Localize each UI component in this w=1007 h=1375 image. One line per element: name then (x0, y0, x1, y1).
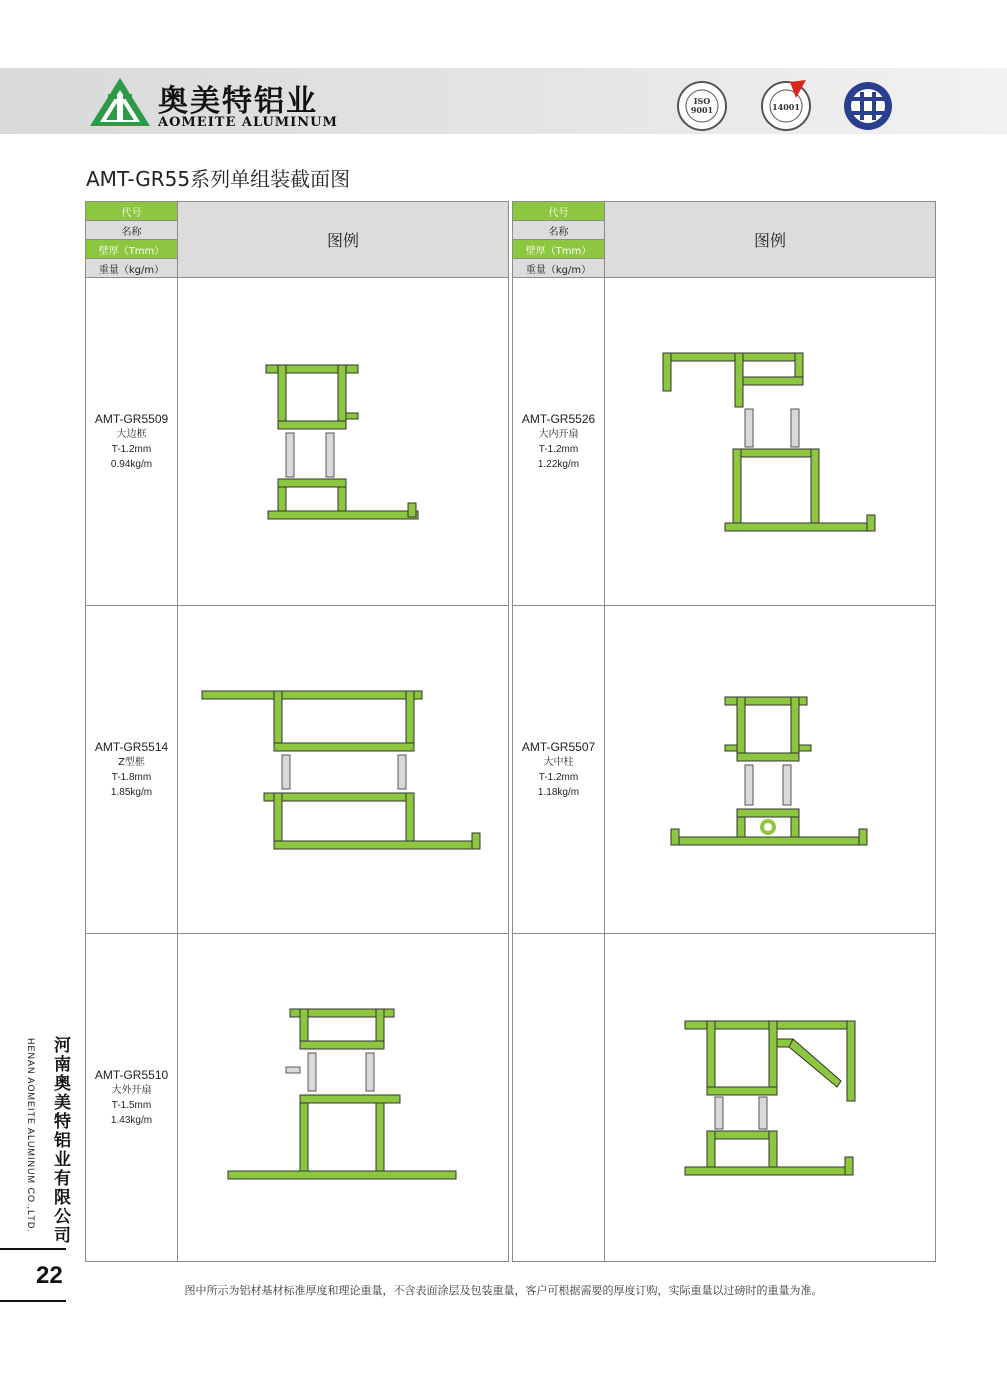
profile-section-drawing (178, 935, 508, 1261)
profile-section-drawing (178, 607, 508, 933)
profile-code: AMT-GR5510 (94, 1067, 169, 1082)
aomeite-logo-icon (88, 76, 152, 128)
page-number: 22 (36, 1262, 63, 1289)
profile-thickness: T-1.2mm (538, 771, 579, 783)
profile-thickness: T-1.2mm (538, 443, 579, 455)
header-code: 代号 (86, 202, 178, 221)
page-title: AMT-GR55系列单组装截面图 (86, 167, 351, 191)
profile-code: AMT-GR5509 (94, 411, 169, 426)
profile-figure (178, 278, 509, 606)
profile-figure (605, 278, 936, 606)
profile-figure (178, 934, 509, 1262)
profile-weight: 1.43kg/m (110, 1114, 153, 1126)
profile-name: 大中柱 (543, 756, 574, 768)
profile-figure (605, 606, 936, 934)
table-row (513, 278, 936, 606)
profile-code: AMT-GR5514 (94, 739, 169, 754)
profile-section-drawing (605, 279, 935, 605)
header-thickness: 壁厚（Tmm） (513, 240, 605, 259)
side-company-name-cn: 河南奥美特铝业有限公司 (50, 1036, 70, 1245)
profile-figure (605, 934, 936, 1262)
profile-info (86, 606, 178, 934)
profile-section-drawing (605, 935, 935, 1261)
header-name: 名称 (513, 221, 605, 240)
profile-weight: 0.94kg/m (110, 458, 153, 470)
table-row (86, 606, 509, 934)
profile-name: 大边框 (116, 428, 147, 440)
profile-weight: 1.18kg/m (537, 786, 580, 798)
divider (0, 1248, 66, 1250)
profile-thickness: T-1.5mm (111, 1099, 152, 1111)
profile-info (86, 278, 178, 606)
profile-section-drawing (178, 279, 508, 605)
profile-weight: 1.22kg/m (537, 458, 580, 470)
svg-text:9001: 9001 (690, 105, 714, 115)
profile-info (513, 278, 605, 606)
profile-info (86, 934, 178, 1262)
header-weight: 重量（kg/m） (513, 259, 605, 278)
iso-14001-seal-icon (760, 80, 812, 132)
profile-code: AMT-GR5507 (521, 739, 596, 754)
header-figure: 图例 (605, 202, 936, 278)
profile-weight: 1.85kg/m (110, 786, 153, 798)
brand-name-cn: 奥美特铝业 (158, 84, 318, 119)
profile-table-right (512, 201, 936, 1262)
header-figure: 图例 (178, 202, 509, 278)
profile-name: 大内开扇 (538, 428, 579, 440)
table-row (86, 278, 509, 606)
header-weight: 重量（kg/m） (86, 259, 178, 278)
header-name: 名称 (86, 221, 178, 240)
header-code: 代号 (513, 202, 605, 221)
table-row (513, 934, 936, 1262)
svg-text:ISO: ISO (693, 96, 711, 106)
profile-name: 大外开扇 (111, 1084, 152, 1096)
profile-figure (178, 606, 509, 934)
profile-code: AMT-GR5526 (521, 411, 596, 426)
profile-info (513, 606, 605, 934)
side-company-name-en: HENAN AOMEITE ALUMINUM CO.,LTD. (26, 1038, 36, 1233)
iso-9001-seal-icon (676, 80, 728, 132)
profile-name: Z型框 (118, 756, 145, 768)
footnote: 图中所示为铝材基材标准厚度和理论重量，不含表面涂层及包装重量，客户可根据需要的厚度订购，实际重量以过磅时的重量为准。 (184, 1284, 823, 1297)
profile-table-left (85, 201, 509, 1262)
company-emblem-icon (842, 80, 894, 132)
profile-thickness: T-1.8mm (111, 771, 152, 783)
table-row (86, 934, 509, 1262)
svg-text:14001: 14001 (772, 102, 800, 112)
profile-info (513, 934, 605, 1262)
brand-name-en: AOMEITE ALUMINUM (158, 115, 338, 130)
header-thickness: 壁厚（Tmm） (86, 240, 178, 259)
table-row (513, 606, 936, 934)
divider (0, 1300, 66, 1302)
profile-thickness: T-1.2mm (111, 443, 152, 455)
profile-section-drawing (605, 607, 935, 933)
